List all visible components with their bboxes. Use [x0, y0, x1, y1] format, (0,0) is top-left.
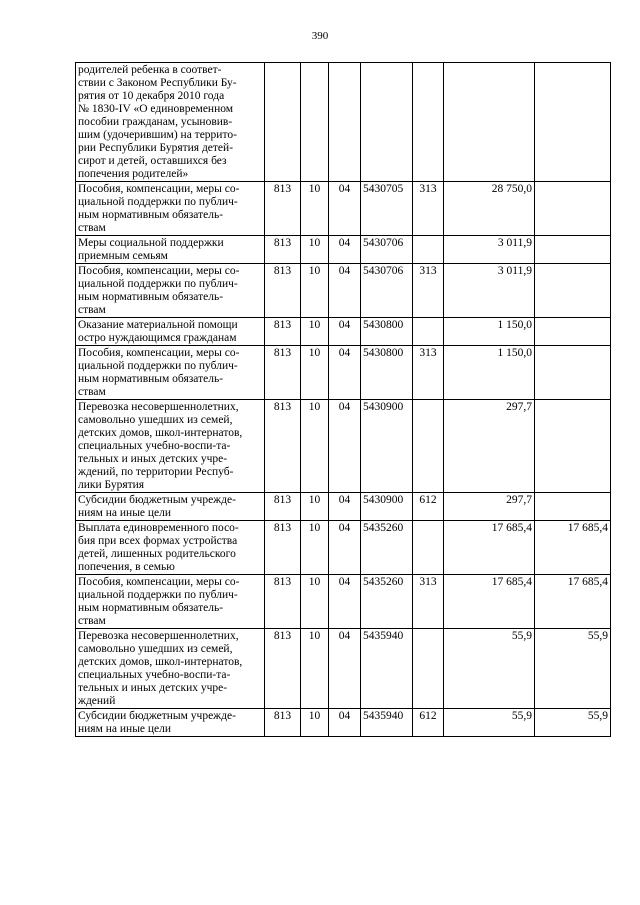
amount-federal-cell: 17 685,4: [535, 575, 611, 629]
section-code-cell: 10: [301, 709, 329, 737]
ministry-code-cell: 813: [265, 629, 301, 709]
section-code-cell: 10: [301, 346, 329, 400]
description-line: циальной поддержки по публич-: [78, 196, 238, 208]
amount-federal-cell: [535, 346, 611, 400]
description-line: родителей ребенка в соответ-: [78, 64, 222, 76]
description-line: Пособия, компенсации, меры со-: [78, 347, 240, 359]
description-line: рятия от 10 декабря 2010 года: [78, 90, 225, 102]
amount-cell: 3 011,9: [444, 236, 535, 264]
section-code-cell: 10: [301, 264, 329, 318]
ministry-code-cell: 813: [265, 264, 301, 318]
description-line: ствии с Законом Республики Бу-: [78, 77, 237, 89]
target-article-cell: 5430706: [361, 236, 413, 264]
subsection-code-cell: 04: [329, 629, 361, 709]
expense-type-cell: [413, 318, 444, 346]
description-line: сирот и детей, оставшихся без: [78, 155, 227, 167]
expense-type-cell: [413, 236, 444, 264]
subsection-code-cell: 04: [329, 318, 361, 346]
description-line: Перевозка несовершеннолетних,: [78, 401, 239, 413]
table-row: [76, 182, 611, 236]
description-cell: [76, 318, 265, 346]
target-article-cell: 5430705: [361, 182, 413, 236]
description-line: Выплата единовременного посо-: [78, 522, 239, 534]
section-code-cell: 10: [301, 575, 329, 629]
ministry-code-cell: 813: [265, 521, 301, 575]
description-line: пособии гражданам, усыновив-: [78, 116, 233, 128]
description-line: остро нуждающимся гражданам: [78, 332, 237, 344]
subsection-code-cell: 04: [329, 236, 361, 264]
description-line: попечения, в семью: [78, 561, 175, 573]
amount-federal-cell: [535, 318, 611, 346]
ministry-code-cell: 813: [265, 236, 301, 264]
amount-cell: 1 150,0: [444, 346, 535, 400]
table-row: [76, 63, 611, 182]
table-row: [76, 264, 611, 318]
target-article-cell: 5435940: [361, 629, 413, 709]
table-row: [76, 575, 611, 629]
description-line: специальных учебно-воспи-та-: [78, 440, 231, 452]
description-line: № 1830-IV «О единовременном: [78, 103, 234, 115]
table-row: [76, 346, 611, 400]
description-line: Перевозка несовершеннолетних,: [78, 630, 239, 642]
target-article-cell: 5435260: [361, 521, 413, 575]
description-line: ным нормативным обязатель-: [78, 291, 224, 303]
description-line: самовольно ушедших из семей,: [78, 414, 233, 426]
description-line: ным нормативным обязатель-: [78, 209, 224, 221]
expense-type-cell: 313: [413, 575, 444, 629]
description-line: ствам: [78, 304, 106, 316]
amount-cell: [444, 63, 535, 182]
subsection-code-cell: 04: [329, 400, 361, 493]
subsection-code-cell: 04: [329, 346, 361, 400]
ministry-code-cell: [265, 63, 301, 182]
target-article-cell: 5430900: [361, 493, 413, 521]
amount-cell: 297,7: [444, 400, 535, 493]
section-code-cell: 10: [301, 493, 329, 521]
table-row: [76, 236, 611, 264]
expense-type-cell: [413, 63, 444, 182]
description-line: Меры социальной поддержки: [78, 237, 224, 249]
description-line: Субсидии бюджетным учрежде-: [78, 494, 236, 506]
amount-federal-cell: [535, 63, 611, 182]
description-line: Пособия, компенсации, меры со-: [78, 265, 240, 277]
amount-cell: 28 750,0: [444, 182, 535, 236]
amount-federal-cell: 17 685,4: [535, 521, 611, 575]
subsection-code-cell: 04: [329, 575, 361, 629]
amount-cell: 17 685,4: [444, 575, 535, 629]
expense-type-cell: [413, 521, 444, 575]
table-row: [76, 629, 611, 709]
description-line: рии Республики Бурятия детей-: [78, 142, 234, 154]
target-article-cell: 5435940: [361, 709, 413, 737]
table-body: [76, 63, 611, 737]
description-line: ствам: [78, 615, 106, 627]
description-line: детских домов, школ-интернатов,: [78, 427, 243, 439]
description-cell: [76, 236, 265, 264]
amount-federal-cell: 55,9: [535, 709, 611, 737]
subsection-code-cell: 04: [329, 709, 361, 737]
section-code-cell: 10: [301, 400, 329, 493]
amount-cell: 3 011,9: [444, 264, 535, 318]
expense-type-cell: 612: [413, 493, 444, 521]
section-code-cell: 10: [301, 629, 329, 709]
ministry-code-cell: 813: [265, 346, 301, 400]
table-row: [76, 709, 611, 737]
description-line: циальной поддержки по публич-: [78, 360, 238, 372]
amount-federal-cell: 55,9: [535, 629, 611, 709]
ministry-code-cell: 813: [265, 493, 301, 521]
target-article-cell: 5430706: [361, 264, 413, 318]
description-line: шим (удочерившим) на террито-: [78, 129, 237, 141]
amount-cell: 1 150,0: [444, 318, 535, 346]
description-line: специальных учебно-воспи-та-: [78, 669, 231, 681]
table-row: [76, 493, 611, 521]
description-cell: [76, 400, 265, 493]
table-row: [76, 400, 611, 493]
description-cell: [76, 709, 265, 737]
target-article-cell: [361, 63, 413, 182]
section-code-cell: 10: [301, 521, 329, 575]
expense-type-cell: 313: [413, 346, 444, 400]
target-article-cell: 5435260: [361, 575, 413, 629]
subsection-code-cell: 04: [329, 264, 361, 318]
table-row: [76, 318, 611, 346]
amount-federal-cell: [535, 264, 611, 318]
subsection-code-cell: 04: [329, 182, 361, 236]
description-line: тельных и иных детских учре-: [78, 453, 228, 465]
description-line: тельных и иных детских учре-: [78, 682, 228, 694]
target-article-cell: 5430800: [361, 346, 413, 400]
ministry-code-cell: 813: [265, 575, 301, 629]
ministry-code-cell: 813: [265, 182, 301, 236]
description-line: ниям на иные цели: [78, 507, 172, 519]
subsection-code-cell: 04: [329, 493, 361, 521]
subsection-code-cell: [329, 63, 361, 182]
subsection-code-cell: 04: [329, 521, 361, 575]
amount-cell: 297,7: [444, 493, 535, 521]
amount-federal-cell: [535, 182, 611, 236]
description-cell: [76, 575, 265, 629]
ministry-code-cell: 813: [265, 400, 301, 493]
description-line: детей, лишенных родительского: [78, 548, 236, 560]
description-cell: [76, 521, 265, 575]
expense-type-cell: 313: [413, 264, 444, 318]
description-cell: [76, 264, 265, 318]
page-number: 390: [311, 30, 329, 42]
description-line: самовольно ушедших из семей,: [78, 643, 233, 655]
expense-type-cell: 313: [413, 182, 444, 236]
description-line: приемным семьям: [78, 250, 168, 262]
description-line: Пособия, компенсации, меры со-: [78, 183, 240, 195]
description-line: Субсидии бюджетным учрежде-: [78, 710, 236, 722]
expense-type-cell: 612: [413, 709, 444, 737]
amount-federal-cell: [535, 236, 611, 264]
section-code-cell: [301, 63, 329, 182]
amount-federal-cell: [535, 493, 611, 521]
target-article-cell: 5430900: [361, 400, 413, 493]
amount-federal-cell: [535, 400, 611, 493]
section-code-cell: 10: [301, 236, 329, 264]
description-line: ствам: [78, 386, 106, 398]
target-article-cell: 5430800: [361, 318, 413, 346]
description-line: ждений, по территории Респуб-: [78, 466, 234, 478]
description-cell: [76, 629, 265, 709]
description-line: ниям на иные цели: [78, 723, 172, 735]
description-line: циальной поддержки по публич-: [78, 278, 238, 290]
description-line: ствам: [78, 222, 106, 234]
description-line: Оказание материальной помощи: [78, 319, 238, 331]
description-line: Пособия, компенсации, меры со-: [78, 576, 240, 588]
description-line: ным нормативным обязатель-: [78, 602, 224, 614]
description-cell: [76, 346, 265, 400]
expense-type-cell: [413, 400, 444, 493]
section-code-cell: 10: [301, 318, 329, 346]
amount-cell: 55,9: [444, 709, 535, 737]
description-cell: [76, 493, 265, 521]
table-row: [76, 521, 611, 575]
description-line: ным нормативным обязатель-: [78, 373, 224, 385]
description-cell: [76, 182, 265, 236]
description-line: циальной поддержки по публич-: [78, 589, 238, 601]
ministry-code-cell: 813: [265, 709, 301, 737]
section-code-cell: 10: [301, 182, 329, 236]
amount-cell: 17 685,4: [444, 521, 535, 575]
ministry-code-cell: 813: [265, 318, 301, 346]
description-cell: [76, 63, 265, 182]
expense-type-cell: [413, 629, 444, 709]
description-line: ждений: [78, 695, 116, 707]
budget-table: [75, 62, 611, 737]
description-line: лики Бурятия: [78, 479, 145, 491]
description-line: бия при всех формах устройства: [78, 535, 238, 547]
description-line: попечения родителей»: [78, 168, 189, 180]
description-line: детских домов, школ-интернатов,: [78, 656, 243, 668]
amount-cell: 55,9: [444, 629, 535, 709]
